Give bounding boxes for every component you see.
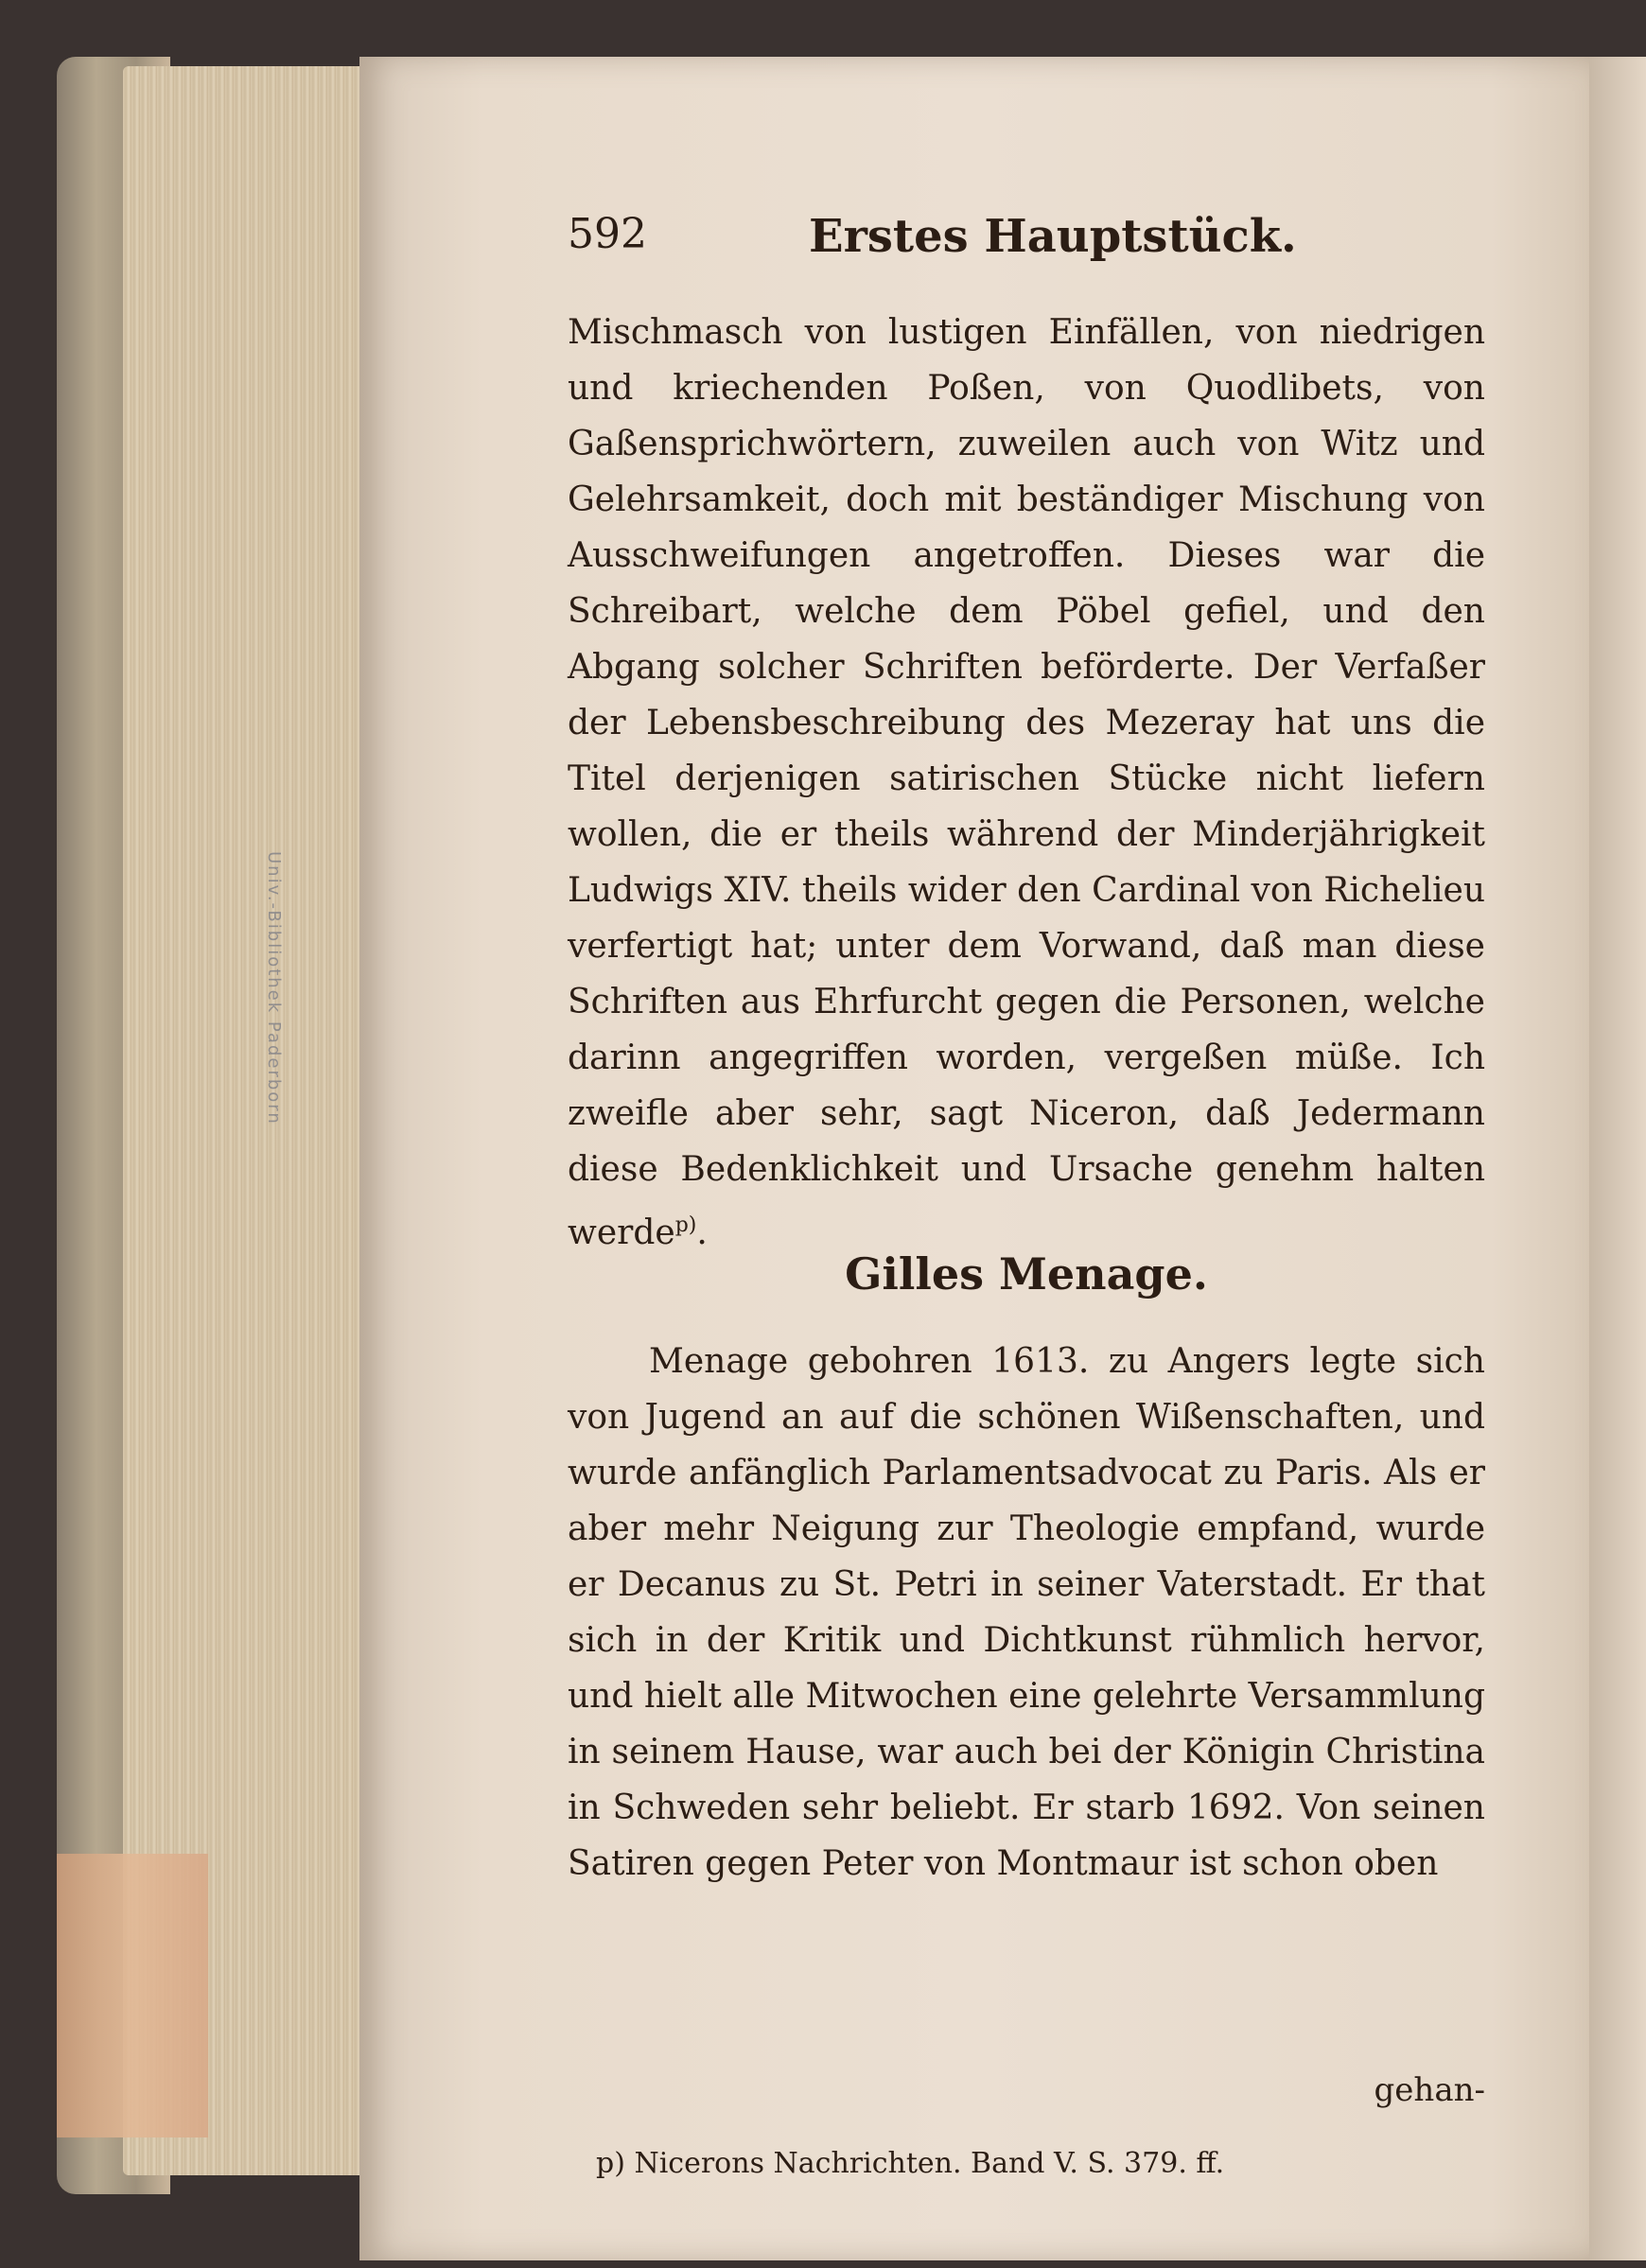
catchword-line — [568, 2071, 1485, 2119]
header-title: Erstes Hauptstück. — [809, 210, 1297, 263]
running-head — [568, 210, 1485, 276]
facing-page-edge — [1589, 57, 1646, 2260]
catchword: gehan- — [1374, 2071, 1485, 2109]
paragraph-text: Mischmasch von lustigen Einfällen, von niedrigen und kriechenden Poßen, von Quodlibets, von Gaßensprichwörtern, zuweilen auch von Witz und Gelehrsamkeit, doch mit beständiger Mischung von Ausschweifungen angetroffen. Dieses war die Schreibart, welche dem Pöbel gefiel, und den Abgang solcher Schriften beförderte. Der Verfaßer der Lebensbeschreibung des Mezeray hat uns die Titel derjenigen satirischen Stücke nicht liefern wollen, die er theils während der Minderjährigkeit Ludwigs XIV. theils wider den Cardinal von Richelieu verfertigt hat; unter dem Vorwand, daß man diese Schriften aus Ehrfurcht gegen die Personen, welche darinn angegriffen worden, vergeßen müße. Ich zweifle aber sehr, sagt Niceron, daß Jedermann diese Bedenklichkeit und Ursache genehm halten werde — [568, 313, 1485, 1252]
body-paragraph: Menage gebohren 1613. zu Angers legte sich von Jugend an auf die schönen Wißenschaften, und wurde anfänglich Parlamentsadvocat zu Paris. Als er aber mehr Neigung zur Theologie empfand, wurde er Decanus zu St. Petri in seiner Vaterstadt. Er that sich in der Kritik und Dichtkunst rühmlich hervor, und hielt alle Mitwochen eine gelehrte Versammlung in seinem Hause, war auch bei der Königin Christina in Schweden sehr beliebt. Er starb 1692. Von seinen Satiren gegen Peter von Montmaur ist schon oben — [568, 1342, 1486, 1883]
paragraph-end: . — [696, 1213, 708, 1252]
body-paragraph — [568, 305, 1485, 1261]
library-stamp: Univ.-Bibliothek Paderborn — [264, 851, 284, 1125]
cover-corner — [57, 1854, 208, 2137]
section-heading: Gilles Menage. — [845, 1248, 1208, 1300]
footnote-reference: p) — [674, 1213, 697, 1237]
footnote: p) Nicerons Nachrichten. Band V. S. 379. ff. — [596, 2147, 1225, 2180]
page-number: 592 — [568, 210, 647, 258]
